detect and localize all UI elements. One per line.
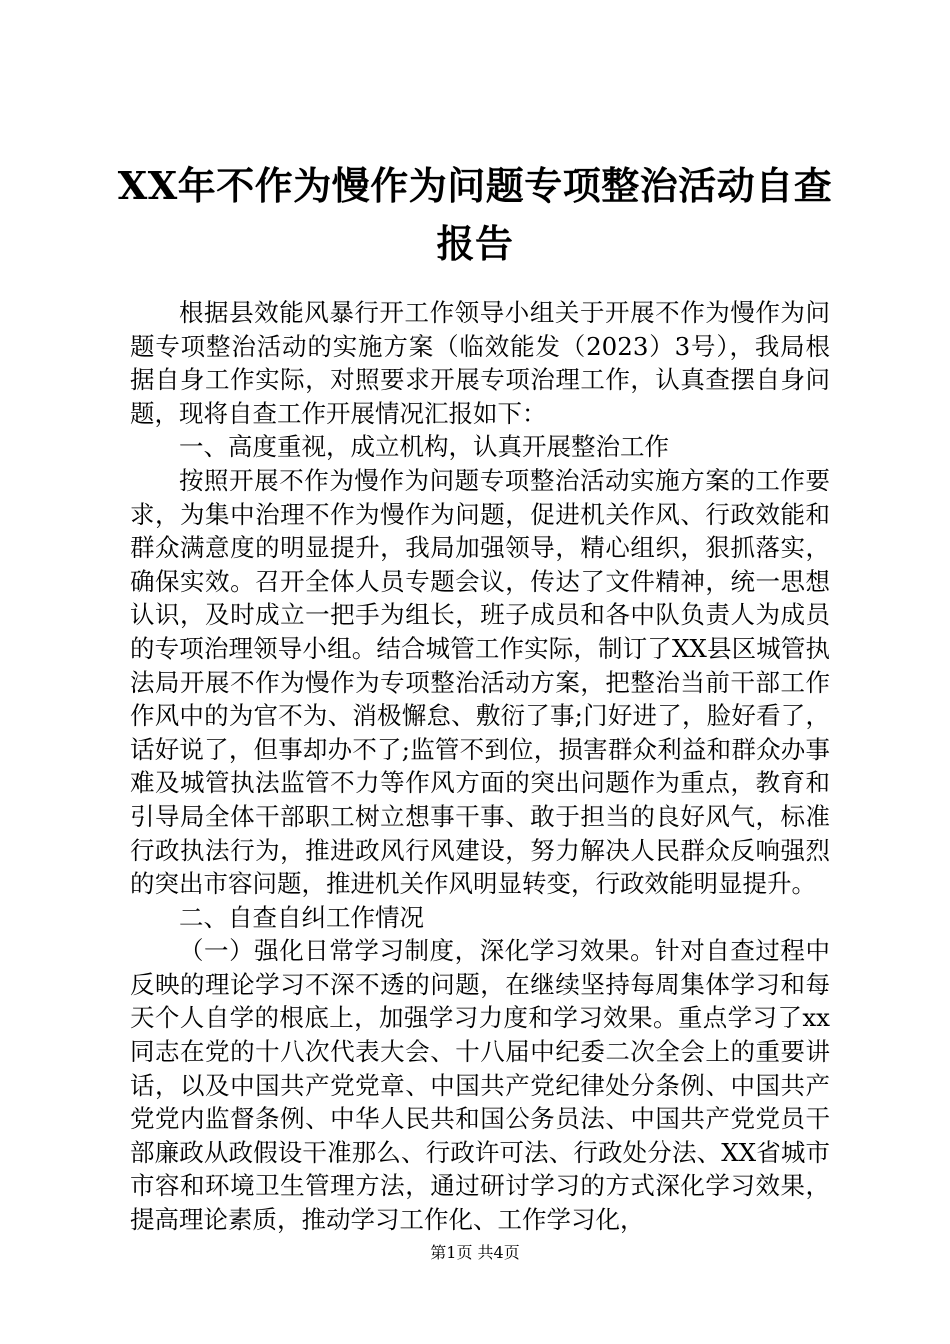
section-heading-2: 二、自查自纠工作情况 (179, 902, 424, 932)
page-footer: 第1页 共4页 (430, 1243, 520, 1262)
intro-paragraph: 根据县效能风暴行开工作领导小组关于开展不作为慢作为问题专项整治活动的实施方案（临效能发（2023）3号），我局根据自身工作实际，对照要求开展专项治理工作，认真查摆自身问题，现将自查工作开展情况汇报如下： (130, 298, 830, 428)
document-body (130, 296, 830, 1237)
section-2-paragraph: （一）强化日常学习制度，深化学习效果。针对自查过程中反映的理论学习不深不透的问题，在继续坚持每周集体学习和每天个人自学的根底上，加强学习力度和学习效果。重点学习了xx同志在党的十八次代表大会、十八届中纪委二次全会上的重要讲话，以及中国共产党党章、中国共产党纪律处分条例、中国共产党党内监督条例、中华人民共和国公务员法、中国共产党党员干部廉政从政假设干准那么、行政许可法、行政处分法、XX省城市市容和环境卫生管理方法，通过研讨学习的方式深化学习效果，提高理论素质，推动学习工作化、工作学习化， (130, 936, 830, 1235)
section-heading-1: 一、高度重视，成立机构，认真开展整治工作 (179, 432, 669, 462)
section-1-paragraph: 按照开展不作为慢作为问题专项整治活动实施方案的工作要求，为集中治理不作为慢作为问题，促进机关作风、行政效能和群众满意度的明显提升，我局加强领导，精心组织，狠抓落实，确保实效。召开全体人员专题会议，传达了文件精神，统一思想认识，及时成立一把手为组长，班子成员和各中队负责人为成员的专项治理领导小组。结合城管工作实际，制订了XX县区城管执法局开展不作为慢作为专项整治活动方案，把整治当前干部工作作风中的为官不为、消极懈怠、敷衍了事;门好进了，脸好看了，话好说了，但事却办不了;监管不到位，损害群众利益和群众办事难及城管执法监管不力等作风方面的突出问题作为重点，教育和引导局全体干部职工树立想事干事、敢于担当的良好风气，标准行政执法行为，推进政风行风建设，努力解决人民群众反响强烈的突出市容问题，推进机关作风明显转变，行政效能明显提升。 (130, 465, 830, 899)
document-title: XX年不作为慢作为问题专项整治活动自查报告 (117, 163, 833, 266)
